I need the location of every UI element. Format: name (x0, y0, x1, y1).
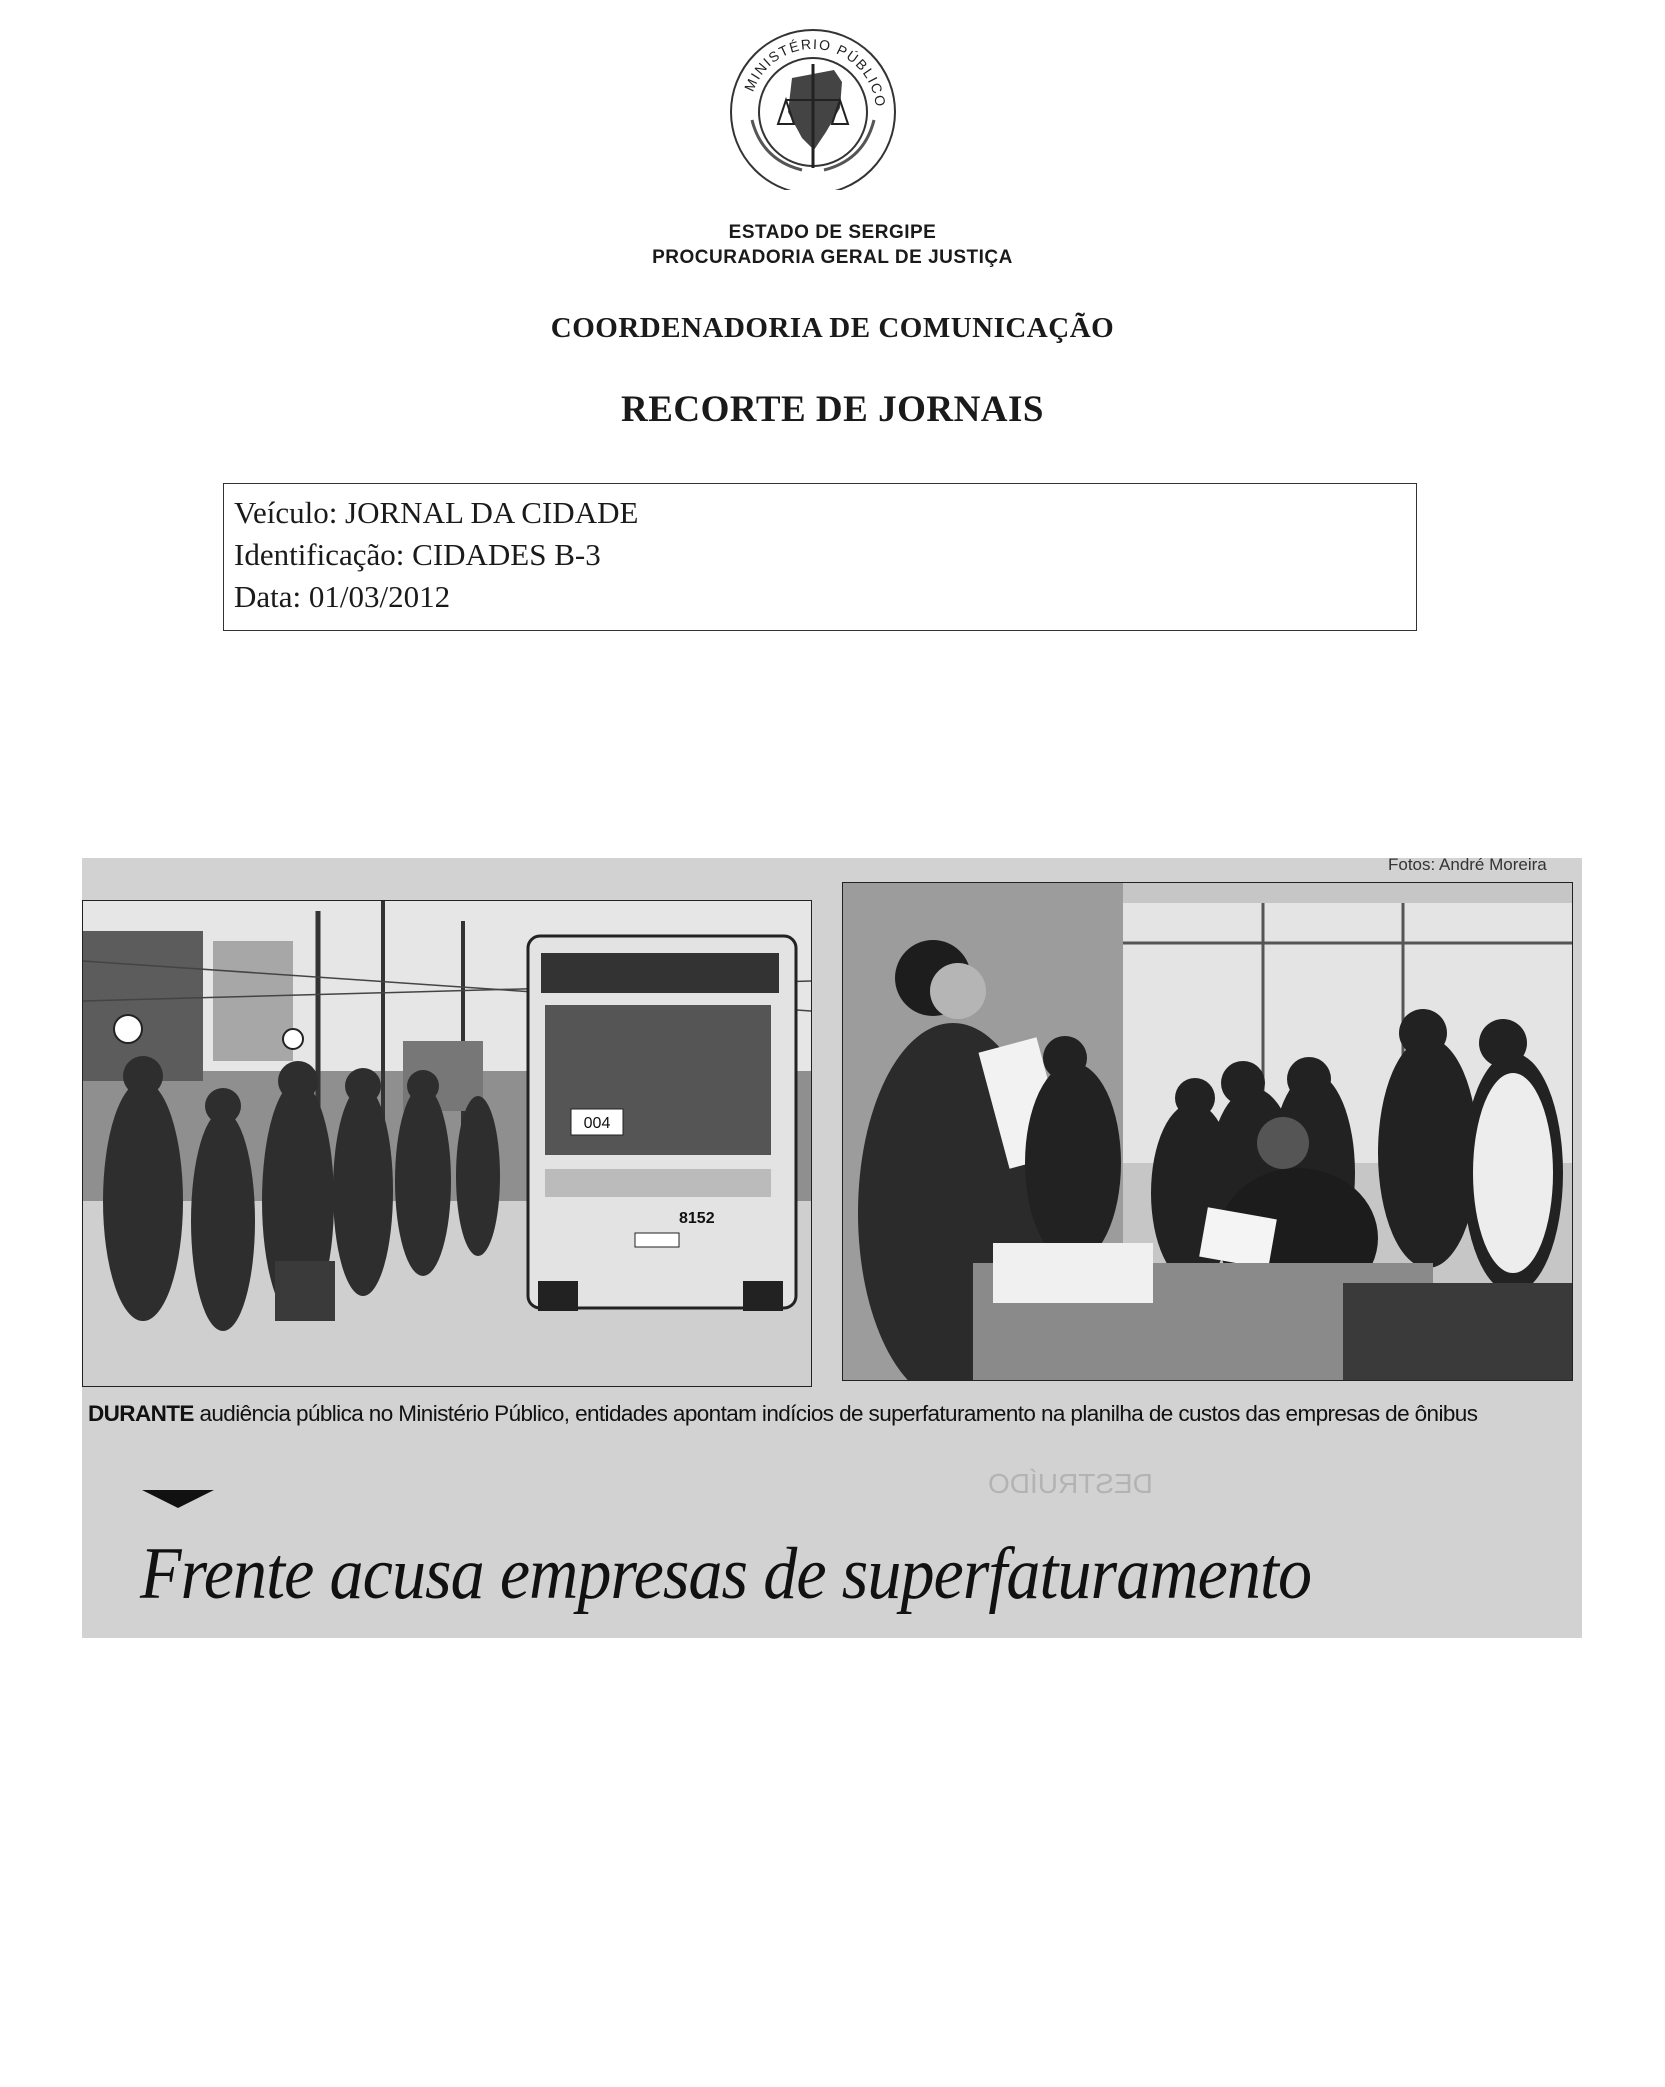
office-name: PROCURADORIA GERAL DE JUSTIÇA (652, 247, 1013, 268)
bleed-through-text: DESTRUÍDO (988, 1468, 1153, 1499)
ministerio-publico-seal (722, 20, 904, 190)
headline-arrow-icon (142, 1490, 214, 1508)
bus-street-photo (82, 900, 812, 1387)
caption-lead: DURANTE (88, 1401, 194, 1426)
department-name: COORDENADORIA DE COMUNICAÇÃO (550, 312, 1115, 344)
clipping-info-box (223, 483, 1417, 631)
svg-text:MINISTÉRIO PÚBLICO: MINISTÉRIO PÚBLICO (740, 35, 890, 109)
bus-line-number: 004 (583, 1115, 611, 1132)
photo-caption (88, 1401, 1477, 1427)
bus-fleet-number: 8152 (679, 1210, 715, 1227)
vehicle-line: Veículo: JORNAL DA CIDADE (234, 495, 639, 530)
article-headline: Frente acusa empresas de superfaturamento (140, 1533, 1312, 1615)
document-title: RECORTE DE JORNAIS (621, 389, 1044, 430)
date-line: Data: 01/03/2012 (234, 579, 451, 614)
caption-text: audiência pública no Ministério Público, entidades apontam indícios de superfaturamento na planilha de custos das empresas de ônibus (193, 1401, 1478, 1426)
photo-credit: Fotos: André Moreira (1388, 855, 1547, 874)
state-name: ESTADO DE SERGIPE (728, 222, 937, 243)
identification-line: Identificação: CIDADES B-3 (234, 537, 601, 572)
public-hearing-photo (842, 882, 1573, 1381)
